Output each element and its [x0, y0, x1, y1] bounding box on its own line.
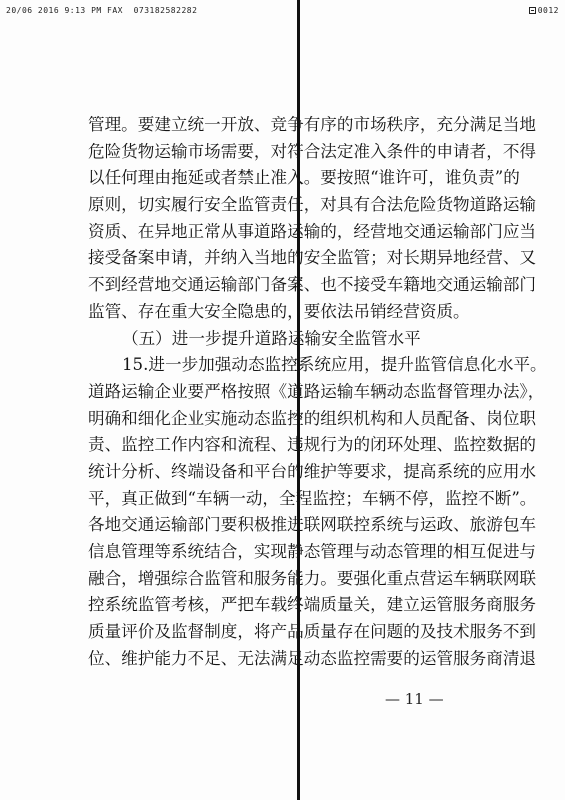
body-line: 统计分析、终端设备和平台的维护等要求，提高系统的应用水	[88, 461, 537, 481]
body-line: 明确和细化企业实施动态监控的组织机构和人员配备、岗位职	[88, 408, 537, 428]
fax-page-icon	[529, 7, 536, 14]
fax-page-code-text: 0012	[537, 6, 559, 15]
body-line: 资质、在异地正常从事道路运输的，经营地交通运输部门应当	[88, 221, 537, 241]
body-line: 接受备案申请，并纳入当地的安全监管；对长期异地经营、又	[88, 248, 537, 268]
body-line: 平，真正做到“车辆一动，全程监控；车辆不停，监控不断”。	[88, 488, 537, 508]
body-line: 信息管理等系统结合，实现静态管理与动态管理的相互促进与	[88, 542, 537, 561]
body-line: 控系统监管考核，严把车载终端质量关，建立运管服务商服务	[88, 595, 537, 615]
body-line: 监管、存在重大安全隐患的，要依法吊销经营资质。	[88, 301, 470, 321]
body-line: 危险货物运输市场需要，对符合法定准入条件的申请者，不得	[88, 141, 537, 161]
body-line: 管理。要建立统一开放、竞争有序的市场秩序，充分满足当地	[88, 115, 537, 134]
body-line: 质量评价及监督制度，将产品质量存在问题的及技术服务不到	[88, 622, 537, 642]
fax-header-text: 20/06 2016 9:13 PM FAX 073182582282	[6, 6, 198, 15]
fax-page-code	[529, 6, 559, 15]
document-body	[88, 112, 547, 672]
body-line: 责、监控工作内容和流程、违规行为的闭环处理、监控数据的	[88, 435, 537, 455]
body-line: 位、维护能力不足、无法满足动态监控需要的运管服务商清退	[88, 648, 537, 668]
body-line: 以任何理由拖延或者禁止准入。要按照“谁许可，谁负责”的	[88, 168, 520, 188]
fax-transmission-header	[6, 6, 559, 18]
section-heading: （五）进一步提升道路运输安全监管水平	[122, 328, 421, 348]
body-line: 不到经营地交通运输部门备案、也不接受车籍地交通运输部门	[88, 275, 537, 295]
body-line: 各地交通运输部门要积极推进联网联控系统与运政、旅游包车	[88, 515, 537, 535]
article-heading: 15.进一步加强动态监控系统应用，提升监管信息化水平。	[122, 355, 547, 375]
body-line: 融合，增强综合监管和服务能力。要强化重点营运车辆联网联	[88, 568, 537, 588]
body-line: 道路运输企业要严格按照《道路运输车辆动态监督管理办法》，	[88, 381, 545, 401]
body-line: 原则，切实履行安全监管责任，对具有合法危险货物道路运输	[88, 195, 537, 215]
page-number: — 11 —	[385, 690, 444, 708]
